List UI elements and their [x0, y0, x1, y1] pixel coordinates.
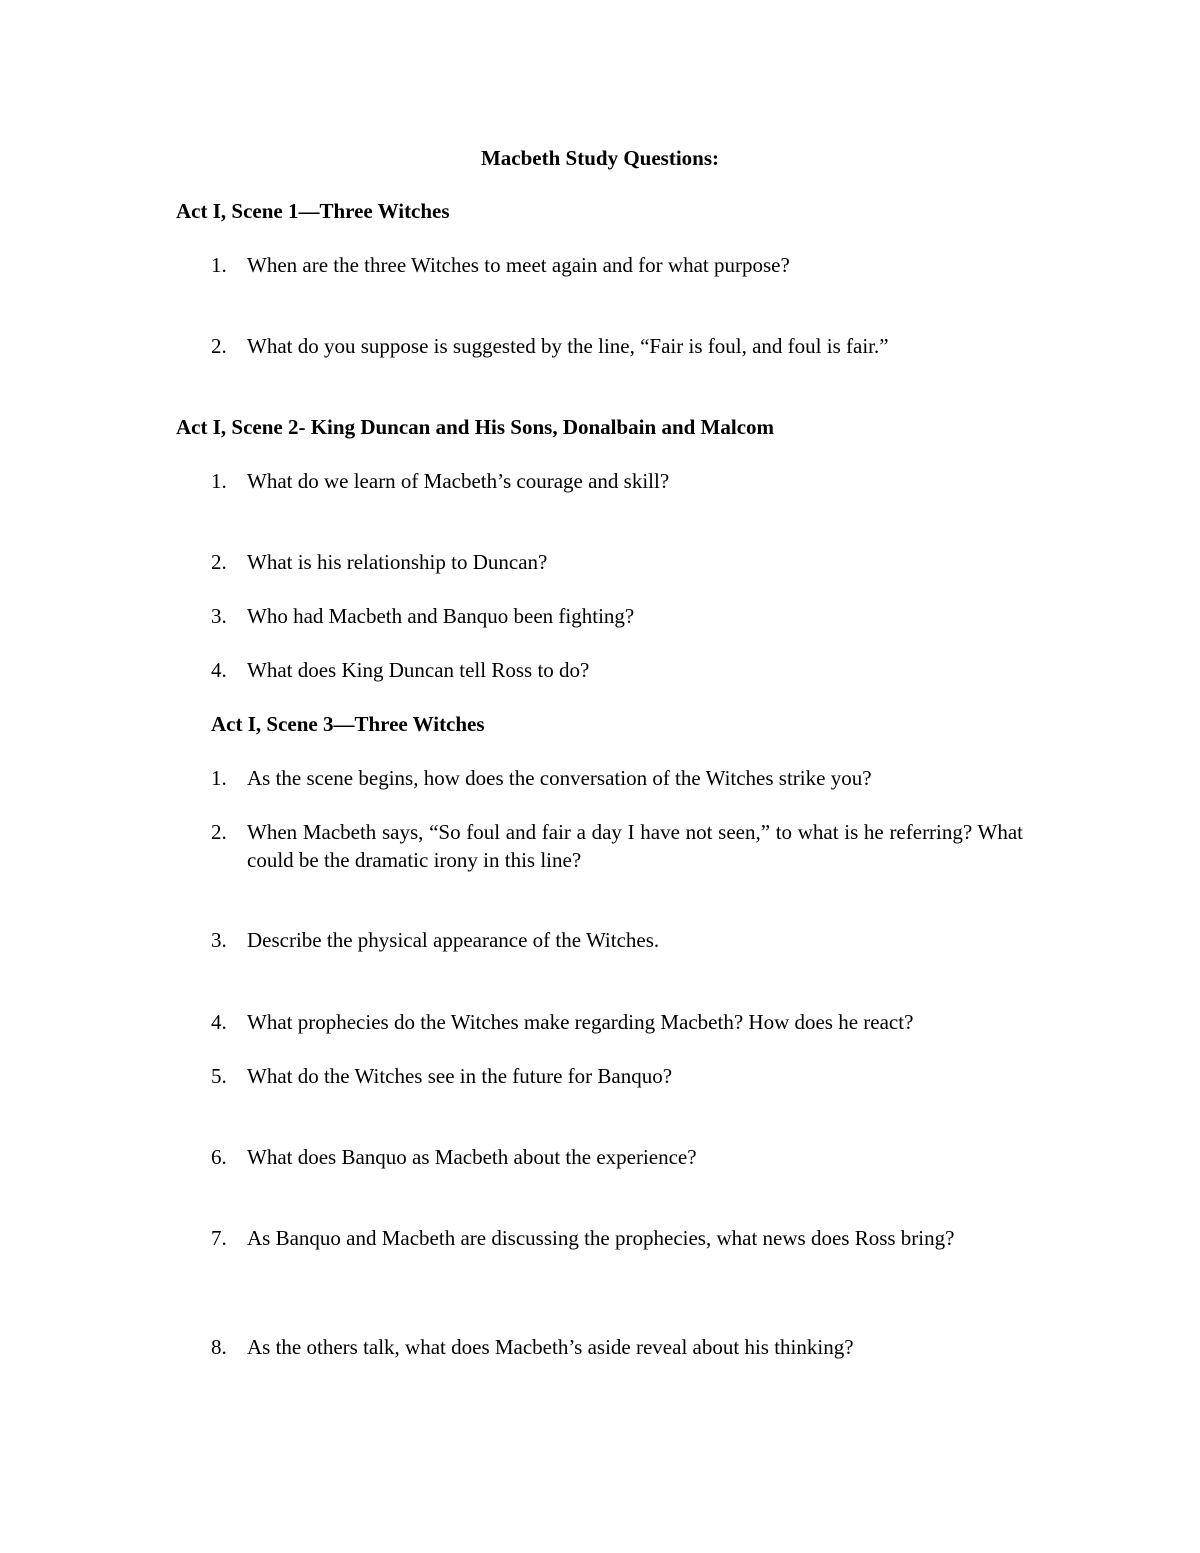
question-text: As the scene begins, how does the conversation of the Witches strike you?: [247, 766, 872, 790]
question-number: 1.: [211, 766, 227, 790]
question-number: 3.: [211, 604, 227, 628]
question-text: What does King Duncan tell Ross to do?: [247, 658, 590, 682]
question-text: What do you suppose is suggested by the line, “Fair is foul, and foul is fair.”: [247, 334, 889, 358]
question-text: As Banquo and Macbeth are discussing the prophecies, what news does Ross bring?: [247, 1226, 955, 1250]
list-item: [211, 926, 1023, 954]
question-text: What do we learn of Macbeth’s courage and skill?: [247, 469, 670, 493]
question-number: 5.: [211, 1064, 227, 1088]
list-item: [211, 251, 1023, 279]
question-number: 1.: [211, 469, 227, 493]
question-text: When Macbeth says, “So foul and fair a day I have not seen,” to what is he referring? What could be the dramatic irony in this line?: [247, 820, 1023, 872]
list-item: [211, 1224, 1023, 1252]
question-text: As the others talk, what does Macbeth’s aside reveal about his thinking?: [247, 1335, 854, 1359]
list-item: [211, 602, 1023, 630]
question-text: What prophecies do the Witches make regarding Macbeth? How does he react?: [247, 1010, 914, 1034]
question-text: What does Banquo as Macbeth about the experience?: [247, 1145, 697, 1169]
section-heading-scene-2: Act I, Scene 2- King Duncan and His Sons, Donalbain and Malcom: [176, 415, 775, 439]
question-number: 2.: [211, 334, 227, 358]
list-item: [211, 764, 1023, 792]
page-title: Macbeth Study Questions:: [480, 146, 720, 170]
question-number: 3.: [211, 928, 227, 952]
list-item: [211, 656, 1023, 684]
question-text: When are the three Witches to meet again and for what purpose?: [247, 253, 790, 277]
question-text: Describe the physical appearance of the Witches.: [247, 928, 660, 952]
section-heading-scene-3: Act I, Scene 3—Three Witches: [211, 712, 485, 736]
list-item: [211, 332, 1023, 360]
list-item: [211, 548, 1023, 576]
list-item: [211, 818, 1023, 874]
question-number: 8.: [211, 1335, 227, 1359]
question-text: What is his relationship to Duncan?: [247, 550, 548, 574]
question-number: 1.: [211, 253, 227, 277]
list-item: [211, 1008, 1023, 1036]
question-text: Who had Macbeth and Banquo been fighting?: [247, 604, 635, 628]
question-number: 6.: [211, 1145, 227, 1169]
question-number: 4.: [211, 1010, 227, 1034]
question-number: 4.: [211, 658, 227, 682]
section-heading-scene-1: Act I, Scene 1—Three Witches: [176, 199, 450, 223]
question-number: 2.: [211, 550, 227, 574]
list-item: [211, 1333, 1023, 1361]
list-item: [211, 1062, 1023, 1090]
question-number: 2.: [211, 820, 227, 844]
question-text: What do the Witches see in the future for Banquo?: [247, 1064, 673, 1088]
list-item: [211, 1143, 1023, 1171]
list-item: [211, 467, 1023, 495]
question-number: 7.: [211, 1226, 227, 1250]
